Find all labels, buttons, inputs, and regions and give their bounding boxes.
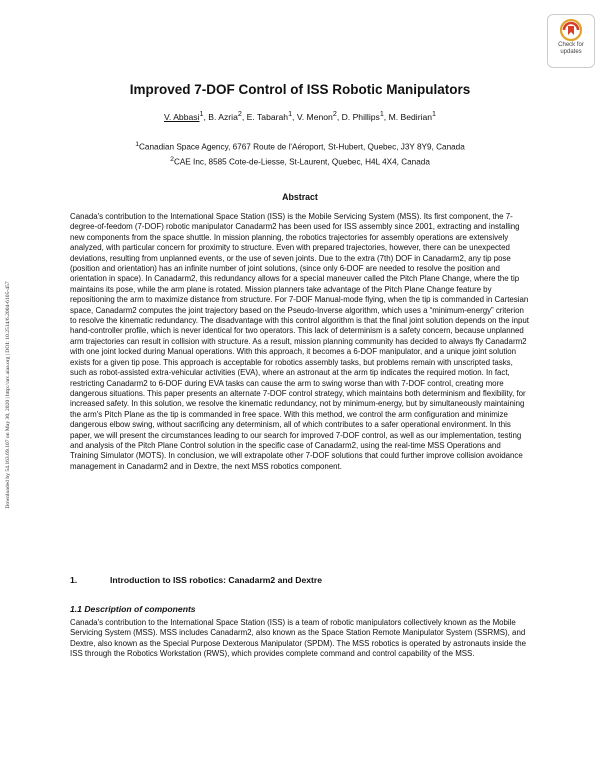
affiliation-1 bbox=[0, 141, 600, 152]
section-1-number: 1. bbox=[70, 575, 78, 585]
affiliation-2-text: CAE Inc, 8585 Cote-de-Liesse, St-Laurent, Quebec, H4L 4X4, Canada bbox=[173, 157, 430, 167]
section-1-heading bbox=[70, 575, 322, 585]
section-1-1-body bbox=[70, 618, 530, 660]
affiliation-1-text: Canadian Space Agency, 6767 Route de l'Aéroport, St-Hubert, Quebec, J3Y 8Y9, Canada bbox=[139, 142, 465, 152]
author-name: D. Phillips bbox=[341, 111, 380, 122]
check-for-updates-badge[interactable] bbox=[547, 14, 595, 68]
author-list bbox=[0, 110, 600, 122]
author-name: V. Menon bbox=[296, 111, 333, 122]
affiliation-1-marker: 1 bbox=[135, 141, 139, 148]
author-affiliation-marker: 2 bbox=[237, 110, 242, 118]
author-affiliation-marker: 1 bbox=[432, 110, 437, 118]
author-name: V. Abbasi bbox=[163, 111, 200, 122]
paper-title: Improved 7-DOF Control of ISS Robotic Manipulators bbox=[129, 82, 471, 97]
author-separator: , bbox=[336, 111, 342, 122]
author-affiliation-marker: 2 bbox=[332, 110, 337, 118]
author-separator: , bbox=[203, 111, 209, 122]
section-1-title: Introduction to ISS robotics: Canadarm2 and Dextre bbox=[110, 575, 323, 585]
subsection-1-1-heading: 1.1 Description of components bbox=[70, 604, 196, 614]
check-for-updates-icon bbox=[560, 18, 582, 42]
abstract-body bbox=[70, 212, 530, 472]
abstract-text: Canada's contribution to the International Space Station (ISS) is the Mobile Servicing System (MSS). Its first component, the 7-degree-of-feedom (7-DOF) robotic manipulator Canadarm2 has been used for ISS assembly since 2001, extracting and installing new components from the space shuttle. In mission planning, the robotics trajectories for assembly operations are extensively analyzed, with particular concern for proximity to structure. Even with prepared trajectories, however, there can be unexpected deviations, resulting from unplanned events, or the use of seven joints. Due to the extra (7th) DOF in Canadarm2, any tip pose (position and orientation) has an infinite number of joint solutions, (since only 6-DOF are needed to resolve the position and orientation in space). In Canadarm2, this redundancy allows for a special maneuver called the Pitch Plane Change, where the tip maintains its pose, while the arm plane is rotated. Mission planners take advantage of the Pitch Plane Change feature by repositioning the arm to maximize distance from structure. For 7-DOF Manual-mode flying, when the tip is commanded in Cartesian space, Canadarm2 computes the joint trajectory based on the Pseudo-Inverse algorithm, which uses a “minimum-energy” criterion to resolve the kinematic redundancy. The disadvantage with this control algorithm is that the final joint solution depends on the input hand-controller profile, which is never identical for two operators. This lack of determinism is a safety concern, because unplanned arm trajectories can result in collision with structure. As a result, mission planning community has decided to always fly Canadarm2 with one joint locked during Manual operations. With this approach, it becomes a 6-DOF manipulator, and a unique joint solution exists for a given tip pose. This approach is acceptable for robotics assembly tasks, but problems remain with unscripted tasks, such as robot-assisted extra-vehicular activities (EVA), where an astronaut at the arm tip indicates the required motion. In fact, restricting Canadarm2 to 6-DOF during EVA tasks can cause the arm to swing worse than with 7-DOF control, creating more dangerous situations. This paper presents an alternate 7-DOF control strategy, which maintains both determinism and flexibility, for increased safety. In this solution, we resolve the kinematic redundancy, not by minimum-energy, but by simultaneously maintaining the arm's Pitch Plane as the tip is commanded in free space. With this method, we control the arm configuration and minimize dangerous elbow swing, without sacrificing any determinism, all of which contributes to a safer operational environment. In this paper, we will present the circumstances leading to our search for improved 7-DOF control, as well as our implementation, testing and analysis of the Pitch Plane Control solution in the specific case of Canadarm2, using the real-time MSS Operations and Training Simulator (MOTS). In conclusion, we will extrapolate other 7-DOF solutions that could further improve collision avoidance management in Canadarm2 and in Dextre, the next MSS robotics component. bbox=[70, 212, 529, 471]
download-watermark-text: Downloaded by 54.163.69.107 on May 30, 2020 | http://arc.aiaa.org | DOI: 10.2514/6.2004-6105-457 bbox=[5, 281, 11, 509]
badge-label-line2: updates bbox=[560, 49, 582, 55]
author-name: M. Bedirian bbox=[388, 111, 433, 122]
section-1-1-paragraph: Canada's contribution to the International Space Station (ISS) is a team of robotic manipulators collectively known as the Mobile Servicing System (MSS). MSS includes Canadarm2, also known as the Space Station Remote Manipulator System (SSRMS), and Dextre, also known as the Special Purpose Dexterous Manipulator (SPDM). The MSS robotics is operated by astronauts inside the ISS through the Robotics Workstation (RWS), which provides complete command and control capability of the MSS. bbox=[70, 618, 526, 659]
download-watermark bbox=[2, 160, 14, 630]
badge-label-line1: Check for bbox=[558, 42, 584, 48]
author-separator: , bbox=[383, 111, 389, 122]
author-affiliation-marker: 1 bbox=[288, 110, 293, 118]
affiliation-2 bbox=[0, 156, 600, 167]
author-separator: , bbox=[292, 111, 297, 122]
abstract-heading: Abstract bbox=[282, 192, 318, 202]
author-affiliation-marker: 1 bbox=[379, 110, 384, 118]
affiliation-2-marker: 2 bbox=[170, 156, 174, 163]
author-name: E. Tabarah bbox=[246, 111, 289, 122]
author-name: B. Azria bbox=[208, 111, 238, 122]
author-separator: , bbox=[241, 111, 247, 122]
author-affiliation-marker: 1 bbox=[199, 110, 204, 118]
